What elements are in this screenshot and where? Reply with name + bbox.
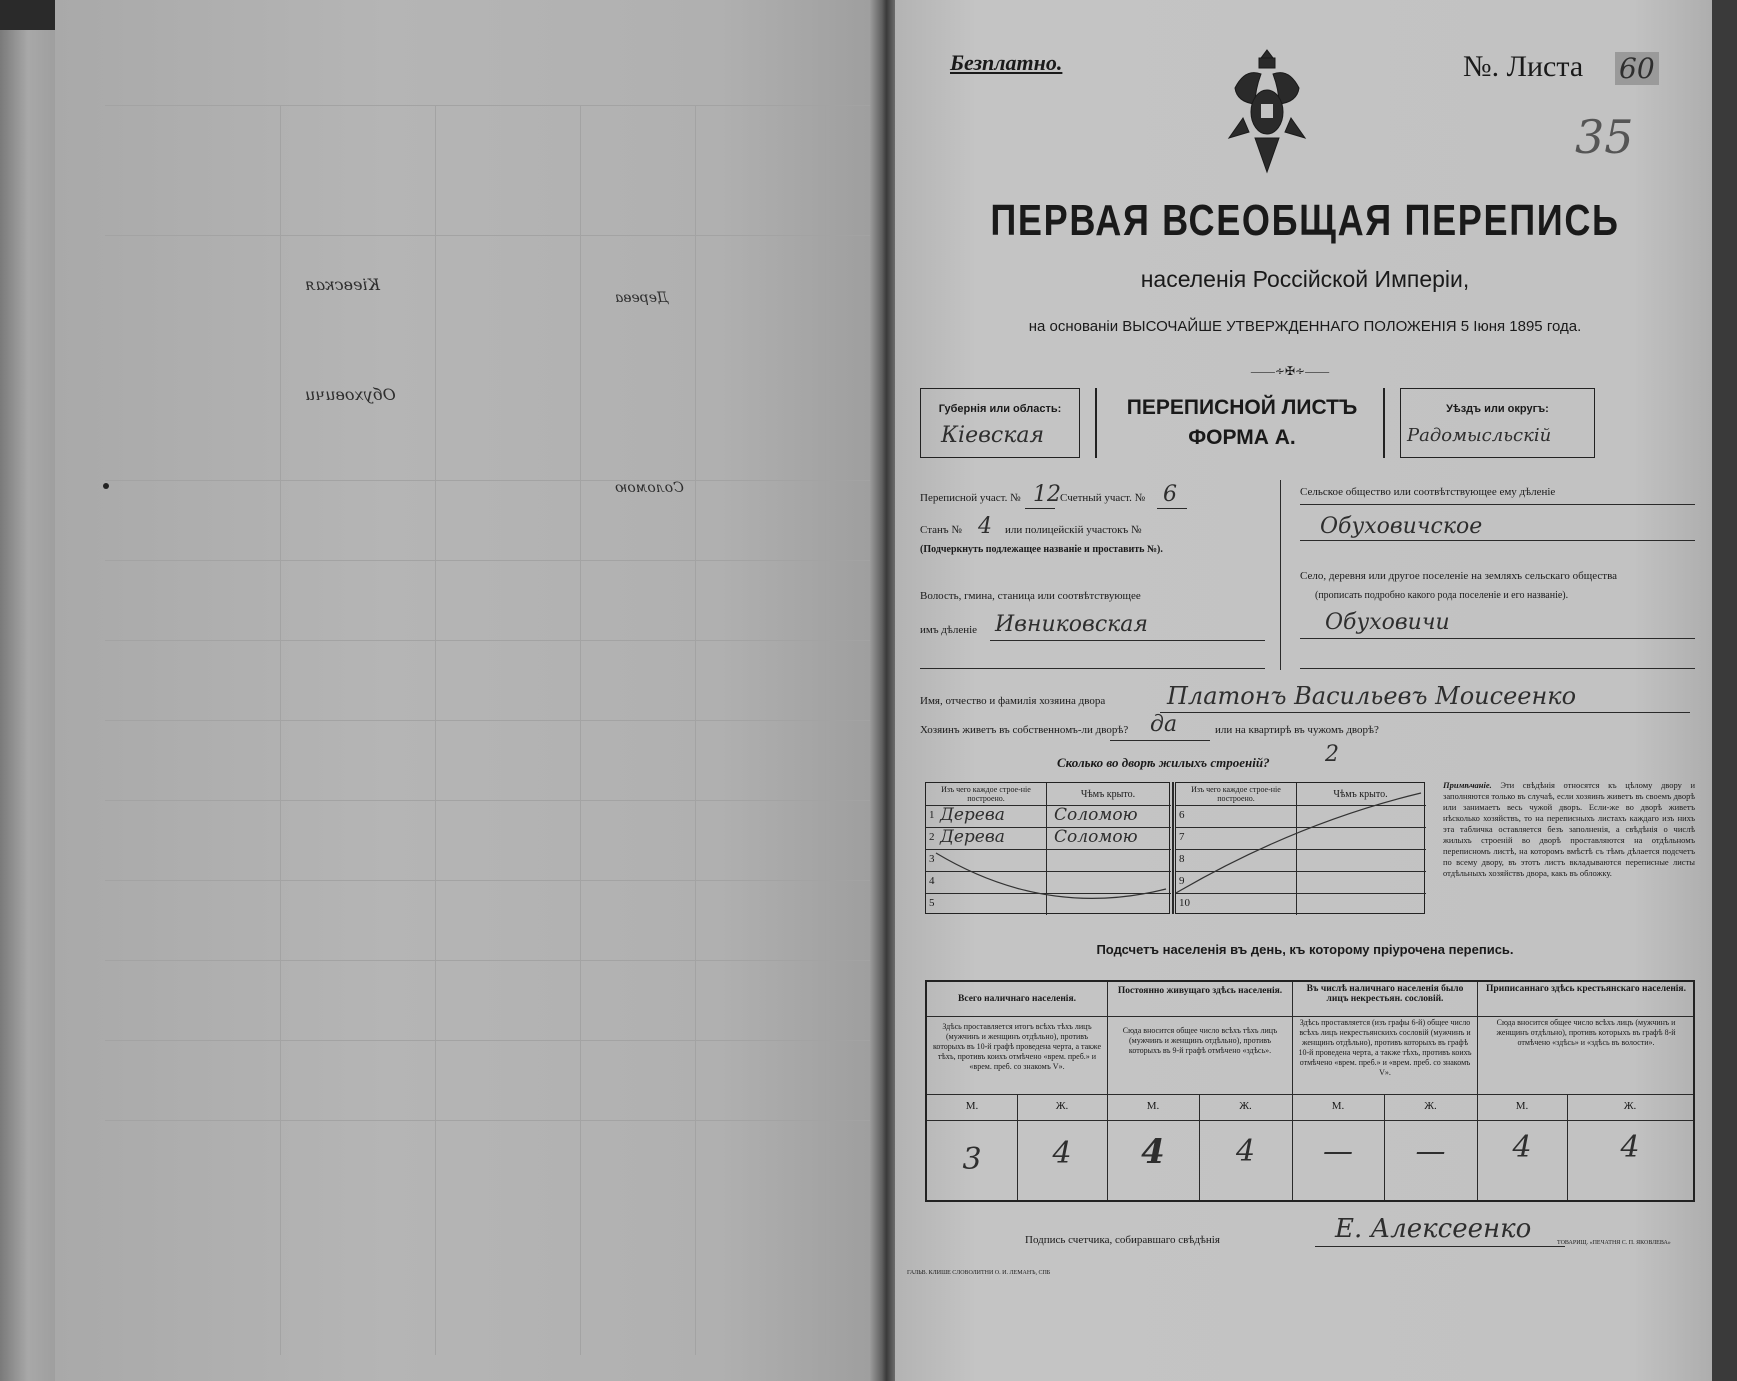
ghost-column <box>435 105 436 1355</box>
table-row-line <box>927 1016 1693 1017</box>
col-desc-total: Здѣсь проставляется итогъ всѣхъ тѣхъ лицъ (мужчинъ и женщинъ отдѣльно), противъ которыхъ въ 10-й графѣ проведена черта, а также тѣхъ, противъ коихъ отмѣчено «врем. преб.» и «врем. преб. со знакомъ V». <box>932 1022 1102 1071</box>
uezd-box <box>1400 388 1595 458</box>
volost-label: Волость, гмина, станица или соотвѣтствующее <box>920 590 1141 602</box>
col-desc-permanent: Сюда вносится общее число всѣхъ тѣхъ лицъ (мужчинъ и женщинъ отдѣльно), противъ которыхъ въ 9-й графѣ отмѣчено «здѣсь». <box>1122 1026 1278 1055</box>
village-note: (прописать подробно какого рода поселеніе и его названіе). <box>1315 590 1569 601</box>
row-number: 6 <box>1179 809 1185 821</box>
ghost-rule <box>105 800 885 801</box>
ghost-text: Дерева <box>615 290 669 306</box>
female-label: Ж. <box>1239 1100 1252 1112</box>
male-label: М. <box>965 1100 979 1112</box>
village-label: Село, деревня или другое поселеніе на земляхъ сельскаго общества <box>1300 570 1618 582</box>
uezd-label: Уѣздъ или округъ: <box>1446 403 1549 415</box>
strike-through-curve <box>926 849 1171 915</box>
stan-label: Станъ № <box>920 524 962 536</box>
imperial-eagle-emblem <box>1225 48 1309 178</box>
village-value: Обуховичи <box>1325 610 1450 635</box>
fill-line <box>1157 508 1187 509</box>
col-desc-registered: Сюда вносится общее число всѣхъ лицъ (мужчинъ и женщинъ отдѣльно), противъ которыхъ въ графѣ 8-й отмѣчено «здѣсь» и «здѣсь въ волости». <box>1496 1018 1676 1047</box>
ghost-column <box>695 105 696 1355</box>
table-double-line <box>1172 782 1174 914</box>
ink-dot <box>103 483 109 489</box>
col-material-head: Изъ чего каждое строе-ніе построено. <box>941 785 1031 803</box>
row-number: 2 <box>929 831 935 843</box>
ghost-rule <box>105 480 885 481</box>
buildings-value: 2 <box>1325 742 1339 767</box>
census-title: ПЕРВАЯ ВСЕОБЩАЯ ПЕРЕПИСЬ <box>990 196 1620 245</box>
ghost-text: Соломою <box>615 480 684 496</box>
ghost-column <box>580 105 581 1355</box>
permanent-female-count: 4 <box>1235 1134 1256 1169</box>
table-row-line <box>927 1120 1693 1121</box>
fill-line <box>920 668 1265 669</box>
census-district-value: 12 <box>1033 482 1061 507</box>
ornament-divider: ——∻✠∻—— <box>1250 364 1330 378</box>
row-number: 7 <box>1179 831 1185 843</box>
own-yard-label: Хозяинъ живетъ въ собственномъ-ли дворѣ? <box>920 724 1129 736</box>
total-female-count: 4 <box>1052 1136 1072 1171</box>
form-title-box <box>1095 388 1385 458</box>
row-number: 4 <box>929 875 935 887</box>
stan-value: 4 <box>978 514 992 539</box>
female-label: Ж. <box>1424 1100 1437 1112</box>
sheet-number-label: №. Листа <box>1463 50 1584 83</box>
form-title: ПЕРЕПИСНОЙ ЛИСТЪ <box>1126 396 1358 419</box>
count-district-label: Счетный участ. № <box>1060 492 1146 504</box>
count-district-value: 6 <box>1163 482 1177 507</box>
signature-value: Е. Алексеенко <box>1335 1214 1532 1244</box>
volost-value: Ивниковская <box>995 612 1148 637</box>
note-title: Примѣчаніе. <box>1443 780 1492 790</box>
male-label: М. <box>1331 1100 1345 1112</box>
volost-label-2: имъ дѣленіе <box>920 624 978 636</box>
ghost-rule <box>105 105 885 106</box>
ghost-rule <box>105 880 885 881</box>
count-section-title: Подсчетъ населенія въ день, къ которому пріурочена перепись. <box>1096 942 1514 957</box>
table-col-line <box>1477 982 1478 1200</box>
nonpeasant-male-count: — <box>1323 1134 1353 1169</box>
underline-note: (Подчеркнуть подлежащее названіе и проставить №). <box>920 544 1163 555</box>
printer-credit-left: ГАЛЬВ. КЛИШЕ СЛОВОЛИТНИ О. И. ЛЕМАНЪ, СПБ <box>907 1270 1051 1276</box>
female-label: Ж. <box>1055 1100 1069 1112</box>
uezd-value: Радомысльскій <box>1407 425 1552 446</box>
col-head-total: Всего наличнаго населенія. <box>958 994 1076 1004</box>
female-label: Ж. <box>1623 1100 1637 1112</box>
buildings-table-right <box>1175 782 1425 914</box>
registered-female-count: 4 <box>1620 1130 1640 1165</box>
gubernia-value: Кіевская <box>941 423 1045 448</box>
col-head-permanent: Постоянно живущаго здѣсь населенія. <box>1117 986 1283 996</box>
row-number: 8 <box>1179 853 1185 865</box>
owner-label: Имя, отчество и фамилія хозяина двора <box>920 695 1106 707</box>
row-number: 9 <box>1179 875 1185 887</box>
male-label: М. <box>1515 1100 1529 1112</box>
table-row-line <box>927 1094 1693 1095</box>
signature-label: Подпись счетчика, собиравшаго свѣдѣнія <box>1025 1234 1220 1246</box>
sheet-number-value: 60 <box>1615 52 1659 85</box>
rural-society-label: Сельское общество или соотвѣтствующее ему дѣленіе <box>1300 486 1556 498</box>
ghost-text: Кіевская <box>305 275 380 294</box>
population-count-table <box>925 980 1695 1202</box>
ghost-rule <box>105 720 885 721</box>
census-basis: на основаніи ВЫСОЧАЙШЕ УТВЕРЖДЕННАГО ПОЛОЖЕНІЯ 5 Іюня 1895 года. <box>1028 318 1582 335</box>
total-male-count: 3 <box>962 1142 982 1177</box>
ghost-rule <box>105 640 885 641</box>
ghost-rule <box>105 960 885 961</box>
ghost-rule <box>105 560 885 561</box>
book-right-edge <box>1712 0 1737 1381</box>
strike-through-curve <box>1176 783 1426 915</box>
ghost-column <box>825 105 826 1355</box>
col-roof-head: Чѣмъ крыто. <box>1080 789 1136 800</box>
census-subtitle: населенія Россійской Имперіи, <box>1140 266 1470 292</box>
ghost-rule <box>105 235 885 236</box>
nonpeasant-female-count: — <box>1415 1134 1446 1169</box>
fill-line <box>1300 668 1695 669</box>
buildings-table-left <box>925 782 1170 914</box>
rural-society-value: Обуховичское <box>1320 514 1483 539</box>
col-material-head: Изъ чего каждое строе-ніе построено. <box>1191 785 1281 803</box>
building-material: Дерева <box>940 805 1005 825</box>
note-text: Эти свѣдѣнія относятся къ цѣлому двору и заполняются только въ случаѣ, если хозяинъ живетъ въ своемъ дворѣ или занимаетъ весь чужой дворъ. Если-же во дворѣ живетъ нѣсколько хозяйствъ, то на переписныхъ листахъ каждаго изъ нихъ эта табличка оставляется безъ заполненія, а свѣдѣнія о числѣ жилыхъ строеній во дворѣ проставляются на отдѣльномъ переписномъ листѣ, на которомъ вмѣстѣ съ тѣмъ дѣлается подсчетъ по всему двору, въ этотъ листъ вкладываются переписные листы отдѣльныхъ хозяйствъ двора, какъ въ обложку. <box>1443 780 1695 878</box>
row-number: 1 <box>929 809 935 821</box>
buildings-label: Сколько во дворѣ жилыхъ строеній? <box>1057 755 1270 770</box>
col-head-registered: Приписаннаго здѣсь крестьянскаго населенія. <box>1486 984 1686 994</box>
gubernia-box <box>920 388 1080 458</box>
buildings-note <box>1443 780 1695 879</box>
col-desc-nonpeasant: Здѣсь проставляется (изъ графы 6-й) общее число всѣхъ лицъ некрестьянскихъ сословій (мужчинъ и женщинъ отдѣльно), противъ которыхъ въ графѣ 10-й проведена черта, а также тѣхъ, противъ коихъ отмѣчено «врем. преб.» и «врем. преб. со знакомъ V». <box>1298 1018 1472 1077</box>
census-district-label: Переписной участ. № <box>920 492 1021 504</box>
owner-value: Платонъ Васильевъ Моисеенко <box>1167 682 1577 710</box>
census-form-page <box>895 0 1715 1381</box>
permanent-male-count: 4 <box>1141 1132 1165 1172</box>
ghost-rule <box>105 1040 885 1041</box>
free-label: Безплатно. <box>950 50 1063 75</box>
ghost-rule <box>105 1120 885 1121</box>
fill-line <box>1300 540 1695 541</box>
fill-line <box>1315 1246 1565 1247</box>
column-divider <box>1280 480 1281 670</box>
police-label: или полицейскій участокъ № <box>1005 524 1142 536</box>
registered-male-count: 4 <box>1512 1130 1532 1165</box>
fill-line <box>1300 638 1695 639</box>
fill-line <box>1300 504 1695 505</box>
printer-credit-right: ТОВАРИЩ. «ПЕЧАТНЯ С. П. ЯКОВЛЕВА» <box>1557 1240 1671 1246</box>
male-label: М. <box>1146 1100 1160 1112</box>
form-subtitle: ФОРМА А. <box>1188 426 1296 449</box>
fill-line <box>990 640 1265 641</box>
pencil-folio-number: 35 <box>1575 110 1634 164</box>
col-roof-head: Чѣмъ крыто. <box>1333 789 1388 800</box>
ghost-text: Обуховичи <box>305 385 396 404</box>
building-roof: Соломою <box>1054 827 1138 847</box>
fill-line <box>1160 712 1690 713</box>
building-material: Дерева <box>940 827 1005 847</box>
ghost-column <box>280 105 281 1355</box>
row-number: 5 <box>929 897 935 909</box>
left-page <box>55 0 885 1381</box>
fill-line <box>1110 740 1210 741</box>
gubernia-label: Губернія или область: <box>938 403 1062 415</box>
own-yard-value: да <box>1150 712 1178 737</box>
row-number: 3 <box>929 853 935 865</box>
rent-label: или на квартирѣ въ чужомъ дворѣ? <box>1215 724 1379 736</box>
building-roof: Соломою <box>1054 805 1138 825</box>
fill-line <box>1025 508 1055 509</box>
row-number: 10 <box>1179 897 1190 909</box>
col-head-nonpeasant: Въ числѣ наличнаго населенія было лицъ некрестьян. сословій. <box>1306 984 1464 1004</box>
